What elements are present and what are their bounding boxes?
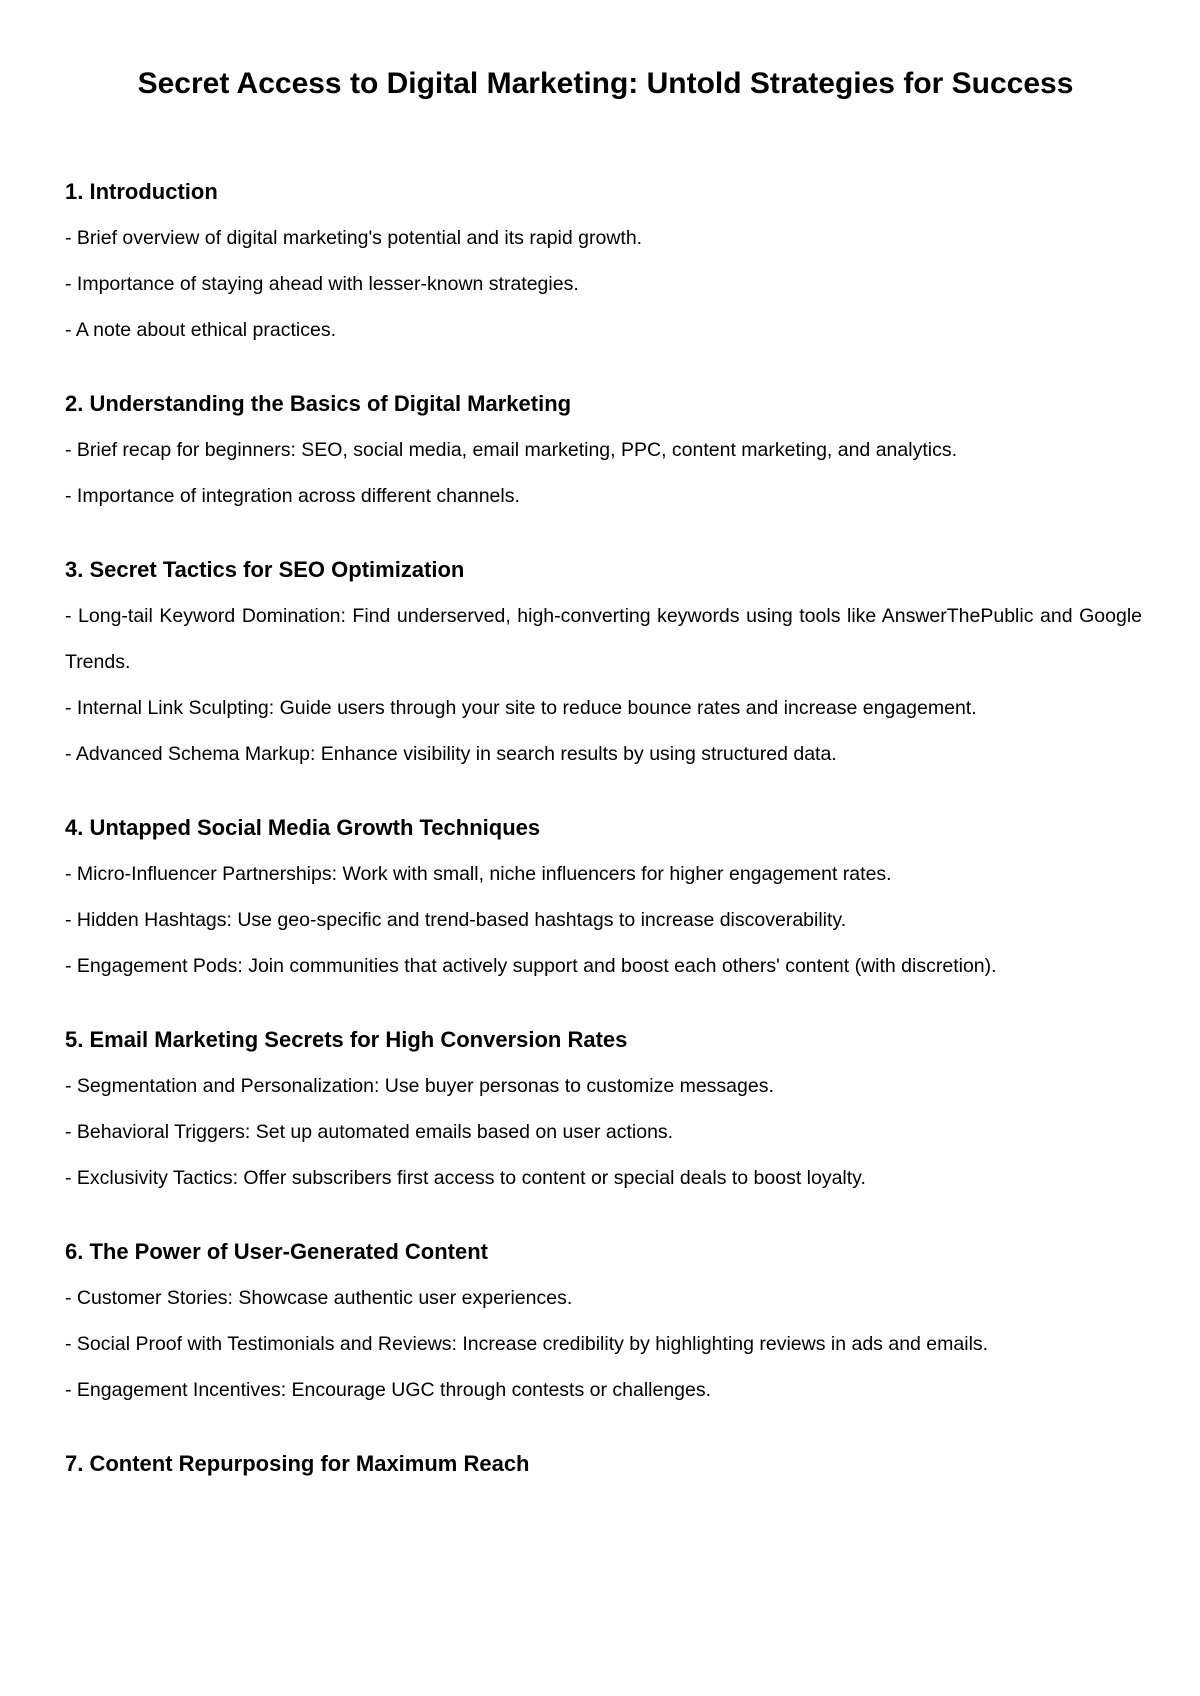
- section-seo-tactics: [65, 554, 1142, 777]
- bullet-item: - A note about ethical practices.: [65, 319, 337, 341]
- section-heading: 6. The Power of User-Generated Content: [65, 1239, 488, 1264]
- bullet-item: - Micro-Influencer Partnerships: Work with small, niche influencers for higher engagement rates.: [65, 863, 892, 885]
- section-heading: 4. Untapped Social Media Growth Techniques: [65, 815, 541, 840]
- bullet-list: [65, 1063, 1142, 1201]
- bullet-list: [65, 593, 1142, 777]
- bullet-item: - Importance of integration across different channels.: [65, 485, 520, 507]
- bullet-item: - Engagement Pods: Join communities that actively support and boost each others' content (with discretion).: [65, 955, 997, 977]
- section-heading: 2. Understanding the Basics of Digital Marketing: [65, 391, 572, 416]
- section-heading: 3. Secret Tactics for SEO Optimization: [65, 557, 465, 582]
- bullet-item: - Segmentation and Personalization: Use buyer personas to customize messages.: [65, 1075, 774, 1097]
- bullet-item: - Importance of staying ahead with lesser-known strategies.: [65, 273, 579, 295]
- bullet-list: [65, 1275, 1142, 1413]
- section-heading: 7. Content Repurposing for Maximum Reach: [65, 1451, 530, 1476]
- document-title: Secret Access to Digital Marketing: Untold Strategies for Success: [137, 67, 1074, 100]
- bullet-item: - Behavioral Triggers: Set up automated emails based on user actions.: [65, 1121, 674, 1143]
- bullet-item: - Hidden Hashtags: Use geo-specific and trend-based hashtags to increase discoverability.: [65, 909, 847, 931]
- section-heading: 1. Introduction: [65, 179, 218, 204]
- section-heading: 5. Email Marketing Secrets for High Conversion Rates: [65, 1027, 628, 1052]
- bullet-item: - Internal Link Sculpting: Guide users through your site to reduce bounce rates and increase engagement.: [65, 697, 977, 719]
- bullet-item: - Exclusivity Tactics: Offer subscribers first access to content or special deals to boost loyalty.: [65, 1167, 866, 1189]
- section-email-marketing: [65, 1024, 1142, 1201]
- section-content-repurposing: [65, 1448, 1142, 1480]
- bullet-item: - Customer Stories: Showcase authentic user experiences.: [65, 1287, 573, 1309]
- section-introduction: [65, 176, 1142, 353]
- bullet-item: - Engagement Incentives: Encourage UGC through contests or challenges.: [65, 1379, 712, 1401]
- bullet-list: [65, 851, 1142, 989]
- bullet-item: - Advanced Schema Markup: Enhance visibility in search results by using structured data.: [65, 743, 837, 765]
- section-social-media: [65, 812, 1142, 989]
- section-basics: [65, 388, 1142, 519]
- section-user-generated-content: [65, 1236, 1142, 1413]
- bullet-item: - Social Proof with Testimonials and Reviews: Increase credibility by highlighting reviews in ads and emails.: [65, 1333, 989, 1355]
- bullet-item: - Long-tail Keyword Domination: Find underserved, high-converting keywords using tools like AnswerThePublic and Google Trends.: [65, 605, 1142, 673]
- bullet-list: [65, 215, 1142, 353]
- bullet-item: - Brief recap for beginners: SEO, social media, email marketing, PPC, content marketing, and analytics.: [65, 439, 957, 461]
- bullet-list: [65, 427, 1142, 519]
- bullet-item: - Brief overview of digital marketing's potential and its rapid growth.: [65, 227, 643, 249]
